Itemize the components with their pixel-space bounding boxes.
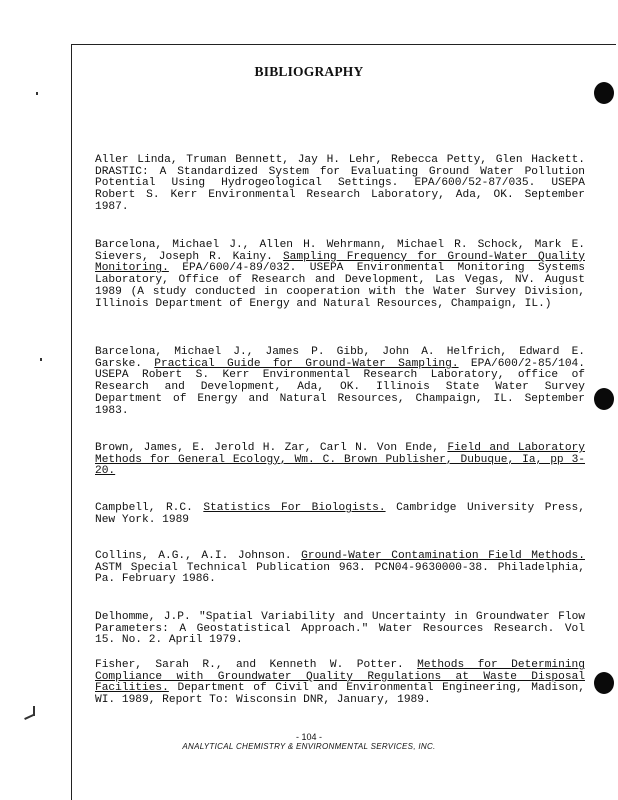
page-number: - 104 -: [295, 732, 322, 742]
bibliography-entry: Collins, A.G., A.I. Johnson. Ground-Water Contamination Field Methods. ASTM Special Technical Publication 963. PCN04-9630000-38. Philadelphia, Pa. February 1986.: [95, 550, 585, 586]
scan-speck: [33, 706, 35, 716]
binder-hole: [594, 672, 614, 694]
bibliography-entry: Campbell, R.C. Statistics For Biologists. Cambridge University Press, New York. 1989: [95, 502, 585, 526]
bibliography-entry: Fisher, Sarah R., and Kenneth W. Potter. Methods for Determining Compliance with Groundwater Quality Regulations at Waste Disposal Facilities. Department of Civil and Environmental Engineering, Madison, WI. 1989, Report To: Wisconsin DNR, January, 1989.: [95, 659, 585, 707]
scan-speck: [40, 358, 42, 361]
binder-hole: [594, 82, 614, 104]
bibliography-entry: Barcelona, Michael J., James P. Gibb, John A. Helfrich, Edward E. Garske. Practical Guide for Ground-Water Sampling. EPA/600/2-85/104. USEPA Robert S. Kerr Environmental Research Laboratory, office of Research and Development, Ada, OK. Illinois State Water Survey Department of Energy and Natural Resources, Champaign, IL. September 1983.: [95, 346, 585, 417]
bibliography-entry: Delhomme, J.P. "Spatial Variability and Uncertainty in Groundwater Flow Parameters: A Geostatistical Approach." Water Resources Research. Vol 15. No. 2. April 1979.: [95, 611, 585, 647]
scan-speck: [36, 92, 38, 95]
bibliography-entry: Brown, James, E. Jerold H. Zar, Carl N. Von Ende, Field and Laboratory Methods for General Ecology, Wm. C. Brown Publisher, Dubuque, Ia, pp 3-20.: [95, 442, 585, 478]
binder-hole: [594, 388, 614, 410]
bibliography-entry: Barcelona, Michael J., Allen H. Wehrmann, Michael R. Schock, Mark E. Sievers, Joseph R. Kainy. Sampling Frequency for Ground-Water Quality Monitoring. EPA/600/4-89/032. USEPA Environmental Monitoring Systems Laboratory, Office of Research and Development, Las Vegas, NV. August 1989 (A study conducted in cooperation with the Water Survey Division, Illinois Department of Energy and Natural Resources, Champaign, IL.): [95, 239, 585, 310]
company-footer: ANALYTICAL CHEMISTRY & ENVIRONMENTAL SERVICES, INC.: [182, 742, 436, 751]
bibliography-entry: Aller Linda, Truman Bennett, Jay H. Lehr, Rebecca Petty, Glen Hackett. DRASTIC: A Standardized System for Evaluating Ground Water Pollution Potential Using Hydrogeological Settings. EPA/600/52-87/035. USEPA Robert S. Kerr Environmental Research Laboratory, Ada, OK. September 1987.: [95, 154, 585, 213]
page-title: BIBLIOGRAPHY: [254, 64, 364, 79]
